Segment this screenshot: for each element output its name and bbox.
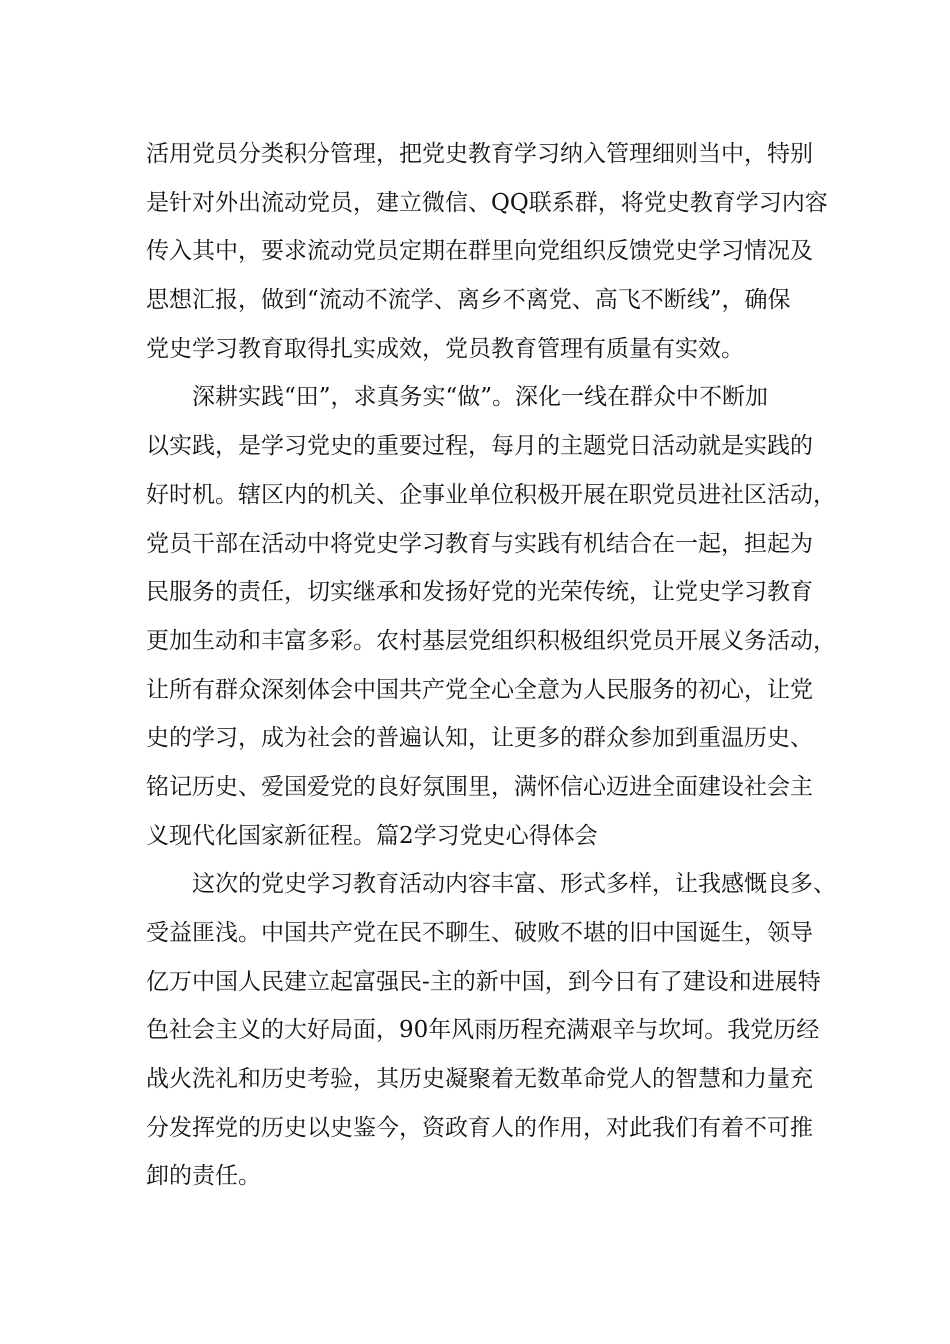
text-line: 是针对外出流动党员，建立微信、QQ联系群，将党史教育学习内容 [146,189,828,216]
body-text [146,130,836,1201]
text-line: 传入其中，要求流动党员定期在群里向党组织反馈党史学习情况及 [146,238,813,265]
paragraph-2 [146,373,836,860]
text-line: 思想汇报，做到“流动不流学、离乡不离党、高飞不断线”，确保 [146,287,791,314]
text-line: 色社会主义的大好局面，90年风雨历程充满艰辛与坎坷。我党历经 [146,1017,820,1044]
text-line: 以实践，是学习党史的重要过程，每月的主题党日活动就是实践的 [146,433,813,460]
text-line: 分发挥党的历史以史鉴今，资政育人的作用，对此我们有着不可推 [146,1114,813,1141]
text-line: 党史学习教育取得扎实成效，党员教育管理有质量有实效。 [146,335,744,362]
text-line: 让所有群众深刻体会中国共产党全心全意为人民服务的初心，让党 [146,676,813,703]
text-line: 这次的党史学习教育活动内容丰富、形式多样，让我感慨良多、 [192,871,836,898]
paragraph-3 [146,860,836,1201]
text-line: 党员干部在活动中将党史学习教育与实践有机结合在一起，担起为 [146,530,813,557]
text-line: 更加生动和丰富多彩。农村基层党组织积极组织党员开展义务活动， [146,627,836,654]
text-line: 好时机。辖区内的机关、企事业单位积极开展在职党员进社区活动， [146,481,836,508]
text-line: 活用党员分类积分管理，把党史教育学习纳入管理细则当中，特别 [146,141,813,167]
text-line: 史的学习，成为社会的普遍认知，让更多的群众参加到重温历史、 [146,725,813,752]
text-line: 卸的责任。 [146,1163,261,1190]
text-line: 义现代化国家新征程。篇2学习党史心得体会 [146,822,598,849]
paragraph-1 [146,130,836,373]
text-line: 铭记历史、爱国爱党的良好氛围里，满怀信心迈进全面建设社会主 [146,773,813,800]
text-line: 受益匪浅。中国共产党在民不聊生、破败不堪的旧中国诞生，领导 [146,920,813,946]
text-line: 民服务的责任，切实继承和发扬好党的光荣传统，让党史学习教育 [146,579,813,606]
text-line: 战火洗礼和历史考验，其历史凝聚着无数革命党人的智慧和力量充 [146,1066,813,1093]
text-line: 亿万中国人民建立起富强民-主的新中国，到今日有了建设和进展特 [146,968,821,995]
text-line: 深耕实践“田”，求真务实“做”。深化一线在群众中不断加 [192,384,769,411]
